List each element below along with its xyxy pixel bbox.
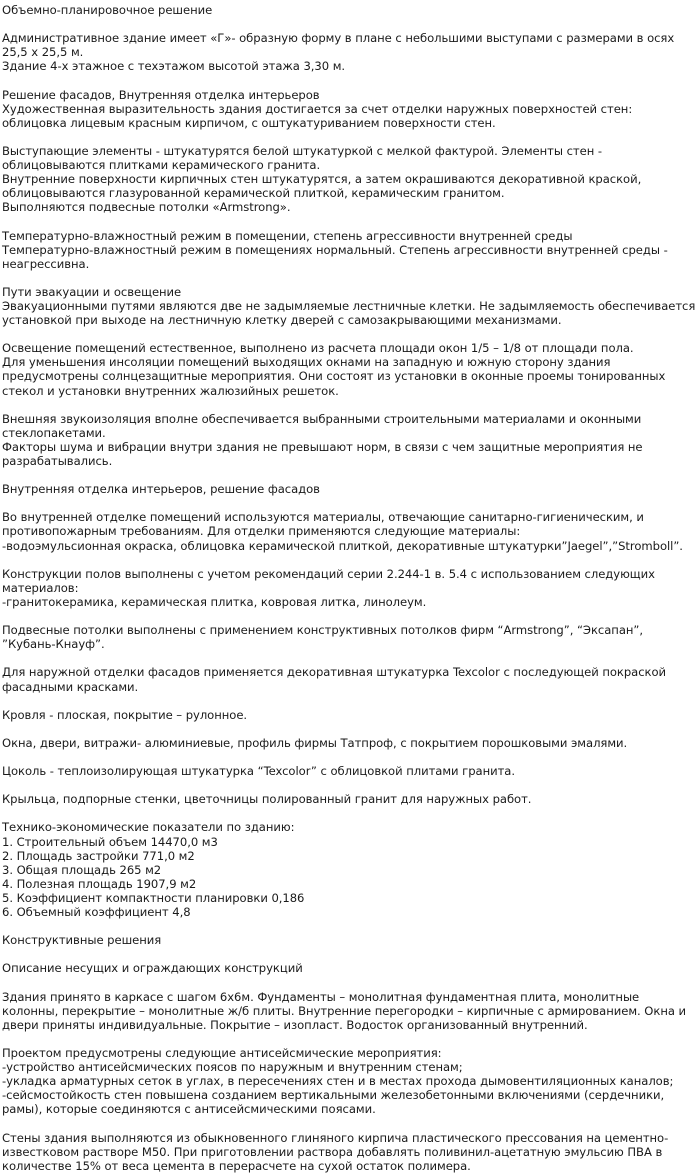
paragraph-line: Для уменьшения инсоляции помещений выходящих окнами на западную и южную сторону здания предусмотрены солнцезащитные мероприятия. Они состоят из установки в оконные проемы тонированных стекол и установки внутренних жалюзийных решеток.	[2, 355, 666, 398]
paragraph	[2, 567, 696, 609]
paragraph-heading-line: Температурно-влажностный режим в помещении, степень агрессивности внутренней среды	[2, 228, 573, 243]
paragraph-heading-line: Решение фасадов, Внутренняя отделка интерьеров	[2, 87, 320, 102]
paragraph	[2, 623, 696, 651]
paragraph-line: 1. Строительный объем 14470,0 м3	[2, 834, 218, 849]
paragraph-heading-line: Административное здание имеет «Г»- образную форму в плане с небольшими выступами с размерами в осях 25,5 х 25,5 м.	[2, 31, 675, 60]
paragraph	[2, 482, 696, 496]
paragraph	[2, 792, 696, 806]
paragraph-line: Окна, двери, витражи- алюминиевые, профиль фирмы Татпроф, с покрытием порошковыми эмалями.	[2, 735, 628, 750]
paragraph	[2, 3, 696, 17]
paragraph-heading-line: Конструкции полов выполнены с учетом рекомендаций серии 2.244-1 в. 5.4 с использованием следующих материалов:	[2, 566, 655, 595]
paragraph	[2, 229, 696, 271]
paragraph-line: Факторы шума и вибрации внутри здания не превышают норм, в связи с чем защитные мероприятия не разрабатывались.	[2, 439, 643, 468]
paragraph	[2, 144, 696, 214]
paragraph	[2, 764, 696, 778]
paragraph-line: Кровля - плоская, покрытие – рулонное.	[2, 707, 248, 722]
paragraph	[2, 933, 696, 947]
paragraph-line: 3. Общая площадь 265 м2	[2, 862, 162, 877]
paragraph-line: Крыльца, подпорные стенки, цветочницы полированный гранит для наружных работ.	[2, 792, 532, 807]
paragraph	[2, 736, 696, 750]
paragraph-line: -устройство антисейсмических поясов по наружным и внутренним стенам;	[2, 1060, 463, 1075]
paragraph	[2, 665, 696, 693]
paragraph-line: Описание несущих и ограждающих конструкций	[2, 961, 303, 976]
paragraph-heading-line: Пути эвакуации и освещение	[2, 284, 182, 299]
paragraph-line: 6. Объемный коэффициент 4,8	[2, 905, 191, 919]
paragraph-heading-line: Проектом предусмотрены следующие антисейсмические мероприятия:	[2, 1045, 442, 1060]
paragraph	[2, 31, 696, 73]
paragraph-line: 2. Площадь застройки 771,0 м2	[2, 848, 195, 863]
paragraph-line: -водоэмульсионная окраска, облицовка керамической плиткой, декоративные штукатурки”Jaegel”,”Stromboll”.	[2, 538, 683, 553]
paragraph-heading-line: Освещение помещений естественное, выполнено из расчета площади окон 1/5 – 1/8 от площади пола.	[2, 341, 634, 356]
paragraph	[2, 820, 696, 919]
paragraph-line: Температурно-влажностный режим в помещениях нормальный. Степень агрессивности внутренней среды - неагрессивна.	[2, 242, 668, 271]
paragraph-line: -сейсмостойкость стен повышена созданием вертикальными железобетонными включениями (сердечники, рамы), которые соединяются с антисейсмическими поясами.	[2, 1088, 665, 1117]
paragraph-heading-line: Во внутренней отделке помещений используются материалы, отвечающие санитарно-гигиеническим, и противопожарным требованиям. Для отделки применяются следующие материалы:	[2, 510, 644, 539]
paragraph-line: Выполняются подвесные потолки «Armstrong».	[2, 200, 291, 215]
paragraph	[2, 1131, 696, 1173]
paragraph-line: Эвакуационными путями являются две не задымляемые лестничные клетки. Не задымляемость обеспечивается установкой при выходе на лестничную клетку дверей с самозакрывающими механизмами.	[2, 298, 696, 328]
paragraph-heading-line: Внешняя звукоизоляция вполне обеспечивается выбранными строительными материалами и оконными стеклопакетами.	[2, 411, 642, 440]
paragraph-line: Художественная выразительность здания достигается за счет отделки наружных поверхностей стен: облицовка лицевым красным кирпичом, с оштукатуриванием поверхности стен.	[2, 101, 633, 130]
paragraph-line: Стены здания выполняются из обыкновенного глиняного кирпича пластического прессования на цементно-известковом растворе М50. При приготовлении раствора добавлять поливинил-ацетатную эмульсию ПВА в количестве 15% от веса цемента в перерасчете на сухой остаток полимера.	[2, 1130, 669, 1173]
paragraph-line: Здание 4-х этажное с техэтажом высотой этажа 3,30 м.	[2, 59, 346, 74]
paragraph	[2, 961, 696, 975]
paragraph-line: Конструктивные решения	[2, 933, 162, 948]
paragraph	[2, 990, 696, 1032]
paragraph-line: Внутренние поверхности кирпичных стен штукатурятся, а затем окрашиваются декоративной краской, облицовываются глазурованной керамической плиткой, керамическим гранитом.	[2, 172, 642, 201]
paragraph	[2, 1046, 696, 1116]
paragraph	[2, 88, 696, 130]
paragraph	[2, 341, 696, 397]
paragraph	[2, 708, 696, 722]
paragraph-line: -укладка арматурных сеток в углах, в пересечениях стен и в местах прохода дымовентиляционных каналов;	[2, 1074, 674, 1089]
paragraph-line: Для наружной отделки фасадов применяется декоративная штукатурка Texcolor с последующей покраской фасадными красками.	[2, 665, 667, 694]
paragraph	[2, 412, 696, 468]
paragraph-line: 4. Полезная площадь 1907,9 м2	[2, 876, 197, 891]
paragraph-line: Внутренняя отделка интерьеров, решение фасадов	[2, 482, 320, 497]
paragraph-line: -гранитокерамика, керамическая плитка, ковровая литка, линолеум.	[2, 594, 427, 609]
paragraph-heading-line: Выступающие элементы - штукатурятся белой штукатуркой с мелкой фактурой. Элементы стен - облицовываются плитками керамического гранита.	[2, 143, 602, 173]
paragraph-line: Подвесные потолки выполнены с применением конструктивных потолков фирм “Armstrong”, “Эксапан”, ”Кубань-Кнауф”.	[2, 623, 644, 652]
paragraph-heading-line: Технико-экономические показатели по зданию:	[2, 820, 295, 835]
paragraph-line: Цоколь - теплоизолирующая штукатурка “Texcolor” с облицовкой плитами гранита.	[2, 764, 515, 779]
paragraph	[2, 285, 696, 327]
paragraph	[2, 510, 696, 552]
paragraph-line: 5. Коэффициент компактности планировки 0,186	[2, 890, 305, 905]
paragraph-line: Здания принято в каркасе с шагом 6х6м. Фундаменты – монолитная фундаментная плита, монолитные колонны, перекрытие – монолитные ж/б плиты. Внутренние перегородки – кирпичные с армированием. Окна и двери приняты индивидуальные. Покрытие – изопласт. Водосток организованный внутренний.	[2, 989, 687, 1032]
paragraph-line: Объемно-планировочное решение	[2, 3, 213, 17]
